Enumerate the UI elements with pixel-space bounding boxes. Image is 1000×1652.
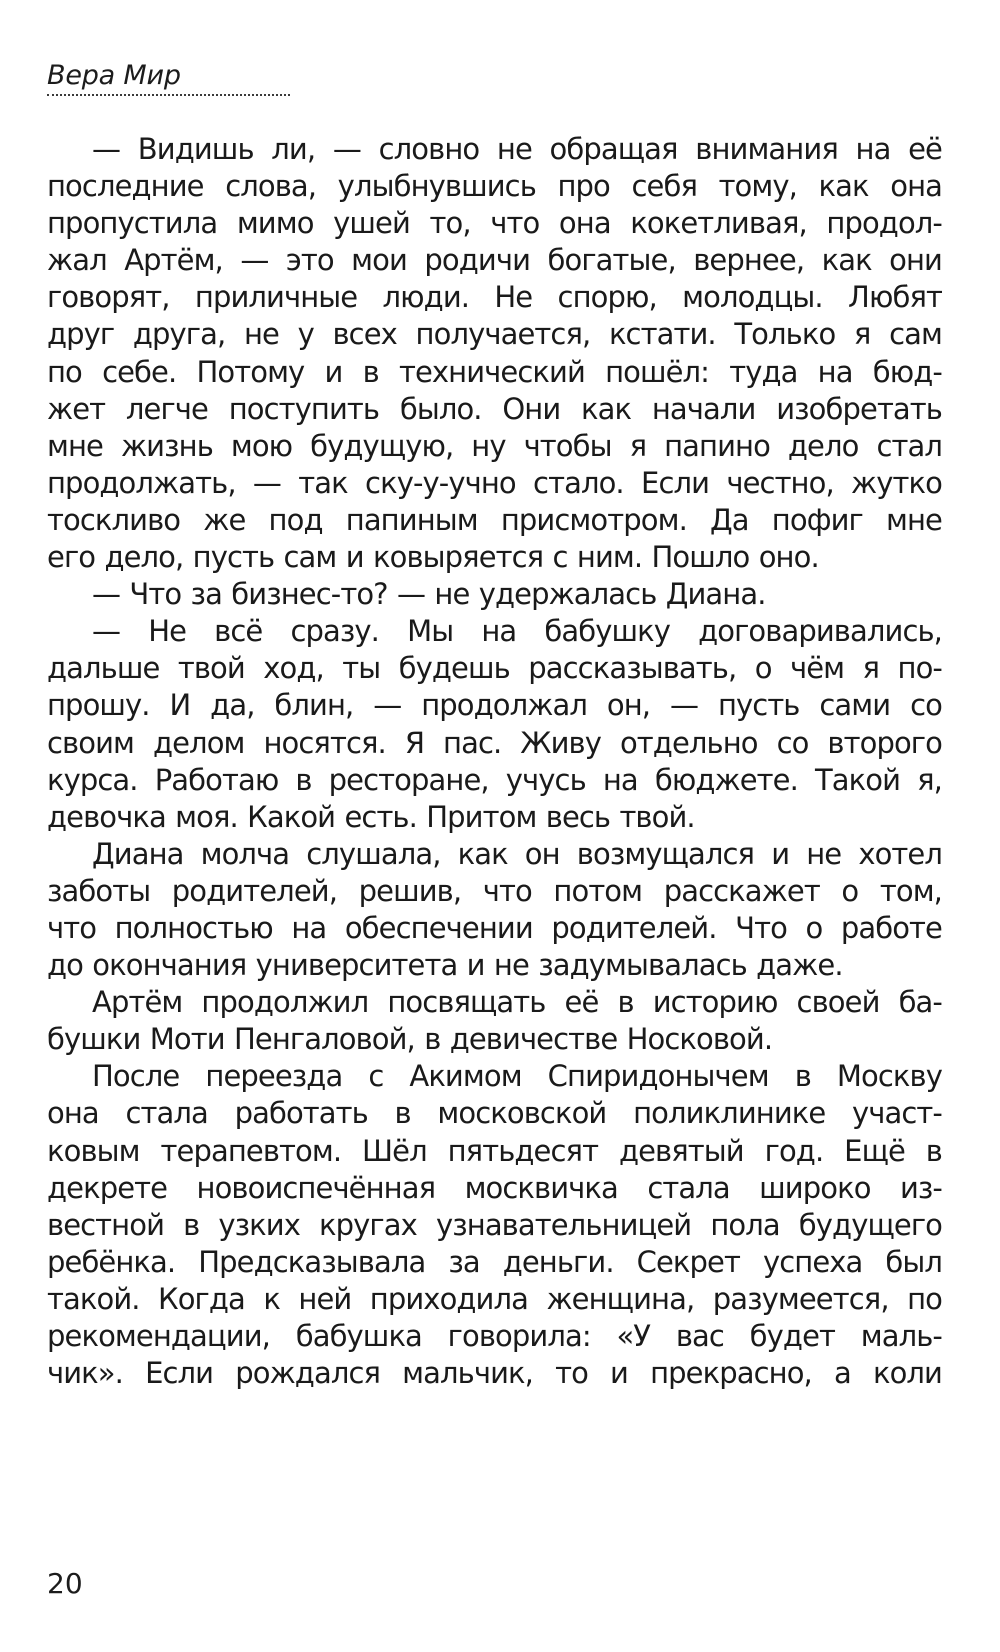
text-line: — Видишь ли, — словно не обращая внимания на её (92, 132, 942, 166)
text-line: ковым терапевтом. Шёл пятьдесят девятый год. Ещё в (47, 1133, 942, 1168)
text-line: — Не всё сразу. Мы на бабушку договаривались, (92, 614, 942, 649)
text-line: своим делом носятся. Я пас. Живу отдельно со второго (47, 725, 942, 760)
text-line: — Что за бизнес-то? — не удержалась Диана. (92, 577, 766, 612)
text-line: дальше твой ход, ты будешь рассказывать, о чём я по- (47, 651, 942, 686)
text-line: курса. Работаю в ресторане, учусь на бюджете. Такой я, (47, 762, 942, 797)
text-line: она стала работать в московской поликлинике участ- (47, 1096, 942, 1131)
text-line: После переезда с Акимом Спиридонычем в Москву (92, 1059, 942, 1094)
text-line: чик». Если рождался мальчик, то и прекрасно, а коли (47, 1356, 942, 1391)
text-line: жет легче поступить было. Они как начали изобретать (47, 391, 942, 426)
text-line: такой. Когда к ней приходила женщина, разумеется, по (47, 1281, 942, 1316)
text-line: что полностью на обеспечении родителей. Что о работе (47, 910, 942, 945)
text-line: мне жизнь мою будущую, ну чтобы я папино дело стал (47, 428, 942, 463)
text-line: до окончания университета и не задумывалась даже. (47, 948, 843, 983)
text-line: друг друга, не у всех получается, кстати. Только я сам (47, 317, 942, 352)
text-line: говорят, приличные люди. Не спорю, молодцы. Любят (47, 280, 942, 315)
text-line: вестной в узких кругах узнавательницей пола будущего (47, 1207, 942, 1242)
dotted-header-rule (47, 94, 290, 96)
text-line: бушки Моти Пенгаловой, в девичестве Носковой. (47, 1022, 773, 1057)
text-line: продолжать, — так ску-у-учно стало. Если честно, жутко (47, 465, 942, 500)
text-line: Артём продолжил посвящать её в историю своей ба- (92, 985, 942, 1020)
running-head-author: Вера Мир (47, 60, 181, 91)
text-line: Диана молча слушала, как он возмущался и не хотел (92, 836, 942, 871)
text-line: декрете новоиспечённая москвичка стала широко из- (47, 1170, 942, 1205)
text-line: пропустила мимо ушей то, что она кокетливая, продол- (47, 206, 942, 241)
text-line: девочка моя. Какой есть. Притом весь твой. (47, 799, 695, 834)
text-line: последние слова, улыбнувшись про себя тому, как она (47, 169, 942, 204)
body-text (47, 131, 942, 1392)
text-line: его дело, пусть сам и ковыряется с ним. Пошло оно. (47, 540, 819, 575)
text-line: ребёнка. Предсказывала за деньги. Секрет успеха был (47, 1244, 942, 1279)
text-line: тоскливо же под папиным присмотром. Да пофиг мне (47, 502, 942, 537)
text-line: заботы родителей, решив, что потом расскажет о том, (47, 873, 942, 908)
page-number: 20 (47, 1567, 83, 1600)
text-line: жал Артём, — это мои родичи богатые, вернее, как они (47, 243, 942, 278)
text-line: рекомендации, бабушка говорила: «У вас будет маль- (47, 1319, 942, 1353)
text-line: по себе. Потому и в технический пошёл: туда на бюд- (47, 354, 942, 389)
text-line: прошу. И да, блин, — продолжал он, — пусть сами со (47, 688, 942, 723)
